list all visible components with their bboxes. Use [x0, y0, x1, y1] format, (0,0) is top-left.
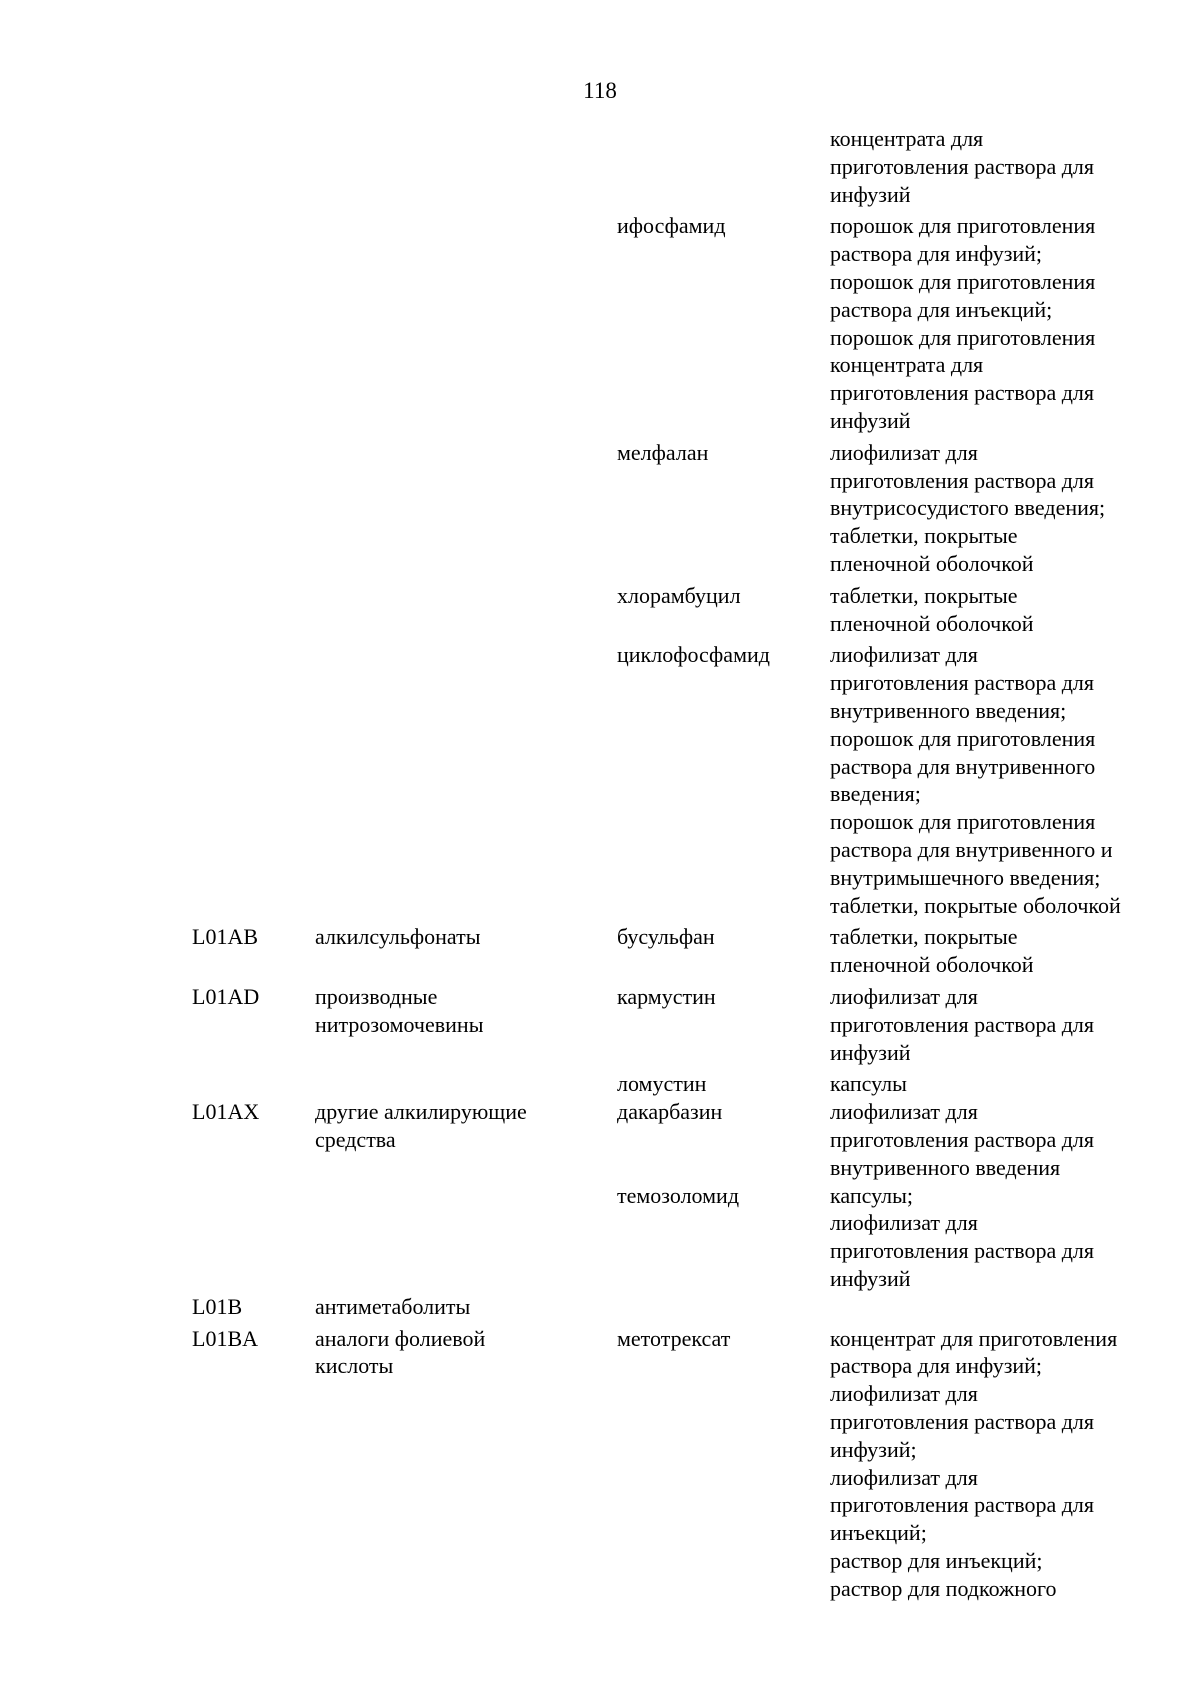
drug-name: метотрексат [617, 1325, 731, 1351]
drug-name: темозоломид [617, 1182, 740, 1208]
table-row [0, 212, 1200, 434]
table-row [0, 1293, 1200, 1321]
table-row [0, 439, 1200, 578]
dosage-form: концентрата для приготовления раствора для инфузий [830, 126, 1094, 207]
atc-code: L01AD [192, 983, 260, 1009]
table-row [0, 1070, 1200, 1098]
dosage-form: порошок для приготовления раствора для инфузий; порошок для приготовления раствора для инъекций; порошок для приготовления концентрата для приготовления раствора для инфузий [830, 213, 1096, 433]
medication-table [0, 125, 1200, 1603]
table-row [0, 923, 1200, 979]
table-row [0, 983, 1200, 1066]
table-row [0, 641, 1200, 919]
table-row [0, 125, 1200, 208]
table-row [0, 582, 1200, 638]
dosage-form: таблетки, покрытые пленочной оболочкой [830, 582, 1034, 636]
drug-name: циклофосфамид [617, 642, 770, 668]
table-row [0, 1325, 1200, 1603]
drug-name: мелфалан [617, 439, 709, 465]
drug-name: бусульфан [617, 924, 715, 950]
dosage-form: лиофилизат для приготовления раствора для внутрисосудистого введения; таблетки, покрытые пленочной оболочкой [830, 439, 1106, 576]
atc-group: другие алкилирующие средства [315, 1099, 527, 1152]
dosage-form: лиофилизат для приготовления раствора для внутривенного введения; порошок для приготовления раствора для внутривенного введения; порошок для приготовления раствора для внутривенного и внутримышечного введения; таблетки, покрытые оболочкой [830, 642, 1121, 918]
dosage-form: концентрат для приготовления раствора для инфузий; лиофилизат для приготовления раствора для инфузий; лиофилизат для приготовления раствора для инъекций; раствор для инъекций; раствор для подкожного [830, 1325, 1118, 1601]
table-row [0, 1098, 1200, 1181]
atc-code: L01BA [192, 1325, 258, 1351]
drug-name: ифосфамид [617, 213, 726, 239]
dosage-form: таблетки, покрытые пленочной оболочкой [830, 924, 1034, 978]
table-row [0, 1182, 1200, 1293]
atc-code: L01AX [192, 1099, 260, 1125]
page-number: 118 [583, 78, 617, 103]
atc-group: алкилсульфонаты [315, 924, 481, 950]
atc-group: производные нитрозомочевины [315, 983, 484, 1037]
dosage-form: капсулы; лиофилизат для приготовления раствора для инфузий [830, 1182, 1094, 1291]
atc-group: аналоги фолиевой кислоты [315, 1325, 486, 1379]
dosage-form: лиофилизат для приготовления раствора для инфузий [830, 983, 1094, 1065]
dosage-form: лиофилизат для приготовления раствора для внутривенного введения [830, 1099, 1094, 1180]
drug-name: кармустин [617, 983, 716, 1009]
drug-name: дакарбазин [617, 1099, 723, 1125]
dosage-form: капсулы [830, 1071, 907, 1097]
atc-code: L01AB [192, 924, 258, 950]
atc-code: L01B [192, 1293, 243, 1319]
drug-name: хлорамбуцил [617, 582, 741, 608]
atc-group: антиметаболиты [315, 1293, 471, 1319]
drug-name: ломустин [617, 1071, 707, 1097]
